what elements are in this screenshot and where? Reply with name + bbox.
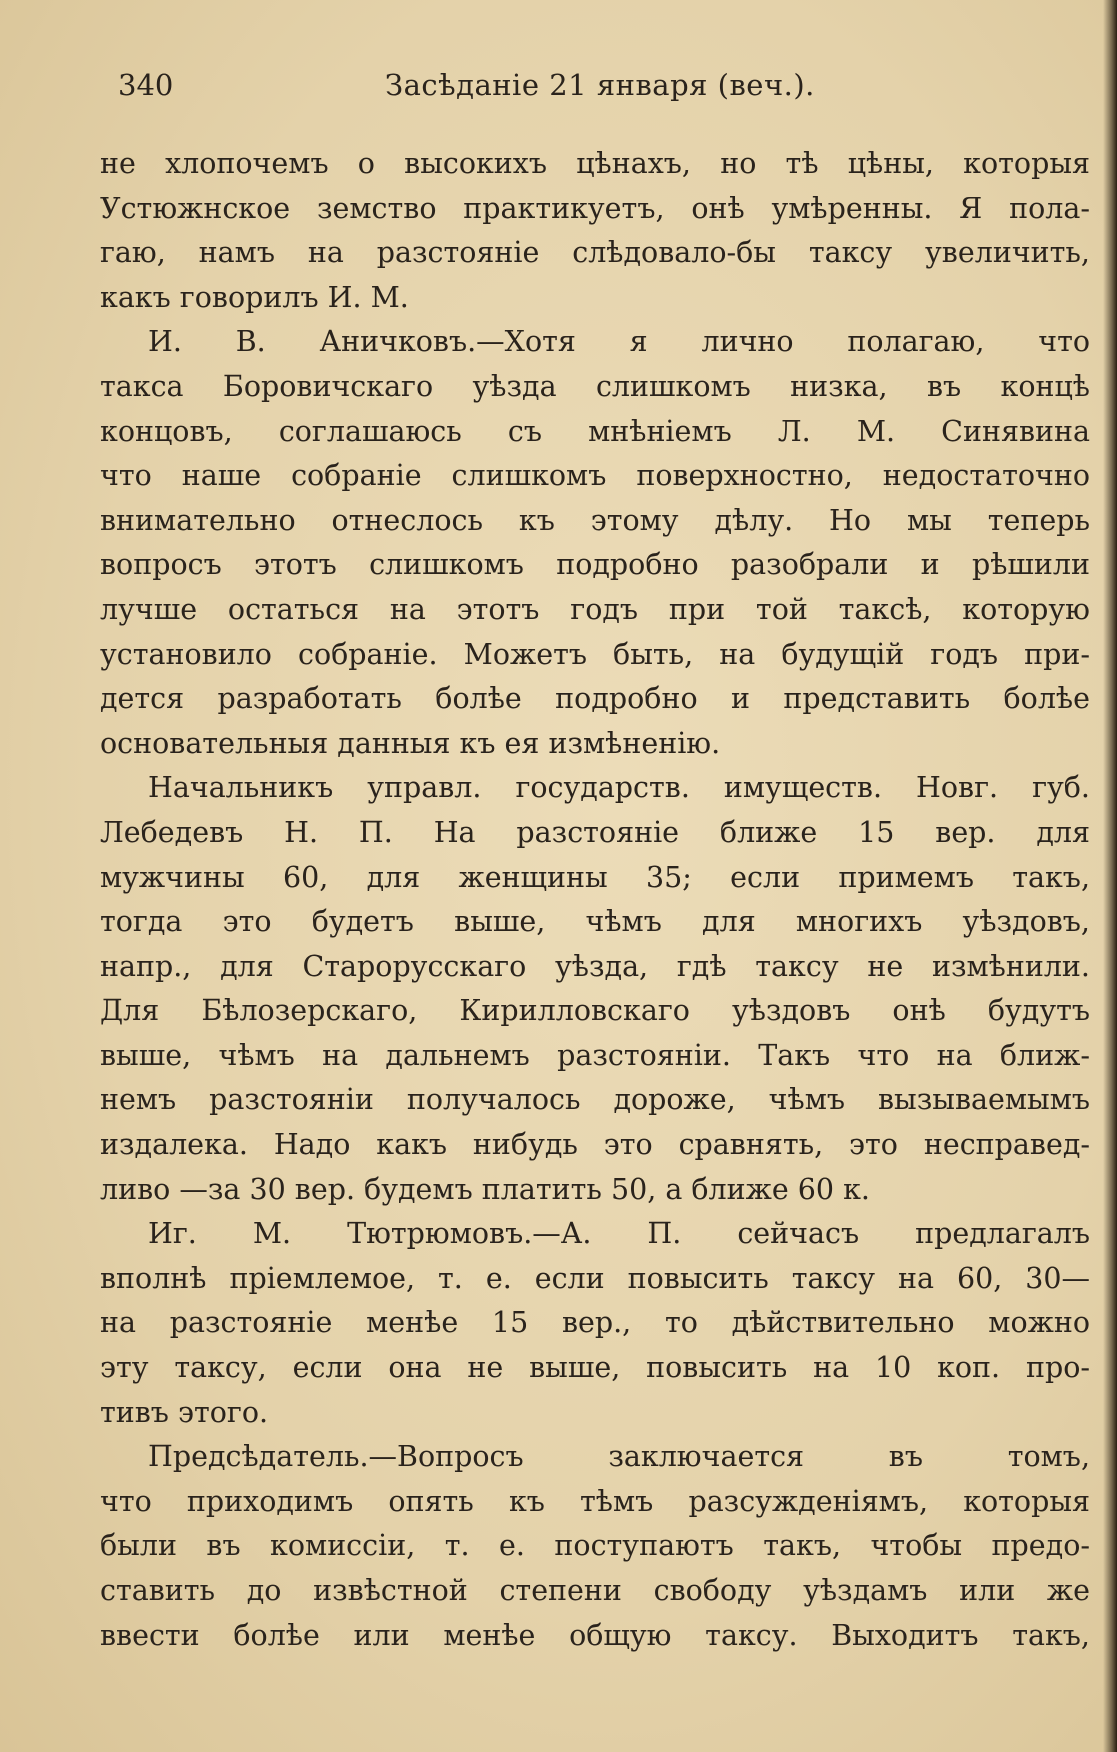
text-line: вполнѣ пріемлемое, т. е. если повысить таксу на 60, 30— xyxy=(100,1261,1090,1295)
text-line: такса Боровичскаго уѣзда слишкомъ низка, въ концѣ xyxy=(100,369,1090,403)
text-line: мужчины 60, для женщины 35; если примемъ такъ, xyxy=(100,860,1090,894)
page-header xyxy=(118,68,1018,118)
text-line: лучше остаться на этотъ годъ при той таксѣ, которую xyxy=(100,592,1090,626)
page-number: 340 xyxy=(118,68,174,102)
text-line: концовъ, соглашаюсь съ мнѣніемъ Л. М. Синявина xyxy=(100,414,1090,448)
text-line: издалека. Надо какъ нибудь это сравнять, это несправед- xyxy=(100,1128,1090,1162)
text-line: ввести болѣе или менѣе общую таксу. Выходитъ такъ, xyxy=(100,1618,1090,1652)
text-line: были въ комиссіи, т. е. поступаютъ такъ, чтобы предо- xyxy=(100,1529,1090,1563)
text-line: выше, чѣмъ на дальнемъ разстояніи. Такъ что на ближ- xyxy=(100,1038,1090,1072)
text-line: ливо —за 30 вер. будемъ платить 50, а ближе 60 к. xyxy=(100,1172,870,1206)
text-line: ставить до извѣстной степени свободу уѣздамъ или же xyxy=(100,1574,1090,1607)
text-line: внимательно отнеслось къ этому дѣлу. Но мы теперь xyxy=(100,503,1090,537)
text-line: дется разработать болѣе подробно и представить болѣе xyxy=(100,682,1090,716)
running-title: Засѣданіе 21 января (веч.). xyxy=(385,68,815,102)
text-line: немъ разстояніи получалось дороже, чѣмъ вызываемымъ xyxy=(100,1083,1090,1117)
page-edge-shadow xyxy=(1103,0,1117,1752)
text-line: основательныя данныя къ ея измѣненію. xyxy=(100,726,721,760)
speaker-line: Начальникъ управл. государств. имуществ. Новг. губ. xyxy=(148,771,1090,805)
text-line: на разстояніе менѣе 15 вер., то дѣйствительно можно xyxy=(100,1306,1090,1340)
speaker-line: И. В. Аничковъ.—Хотя я лично полагаю, что xyxy=(148,325,1090,359)
body-text xyxy=(100,142,1090,1658)
speaker-line: Предсѣдатель.—Вопросъ заключается въ томъ, xyxy=(148,1440,1090,1474)
text-line: Устюжнское земство практикуетъ, онѣ умѣренны. Я пола- xyxy=(100,191,1090,225)
text-line: что наше собраніе слишкомъ поверхностно, недостаточно xyxy=(100,459,1090,493)
text-line: вопросъ этотъ слишкомъ подробно разобрали и рѣшили xyxy=(100,548,1090,582)
text-line: что приходимъ опять къ тѣмъ разсужденіямъ, которыя xyxy=(100,1484,1090,1518)
text-line: какъ говорилъ И. М. xyxy=(100,280,409,314)
text-line: напр., для Старорусскаго уѣзда, гдѣ таксу не измѣнили. xyxy=(100,949,1090,983)
text-line: тивъ этого. xyxy=(100,1395,269,1429)
text-line: установило собраніе. Можетъ быть, на будущій годъ при- xyxy=(100,637,1090,671)
text-line: эту таксу, если она не выше, повысить на 10 коп. про- xyxy=(100,1351,1090,1385)
text-line: Лебедевъ Н. П. На разстояніе ближе 15 вер. для xyxy=(100,815,1090,849)
text-line: тогда это будетъ выше, чѣмъ для многихъ уѣздовъ, xyxy=(100,905,1090,939)
speaker-line: Иг. М. Тютрюмовъ.—А. П. сейчасъ предлагалъ xyxy=(148,1217,1090,1251)
text-line: Для Бѣлозерскаго, Кирилловскаго уѣздовъ онѣ будутъ xyxy=(100,994,1090,1028)
text-line: не хлопочемъ о высокихъ цѣнахъ, но тѣ цѣны, которыя xyxy=(100,147,1090,180)
text-line: гаю, намъ на разстояніе слѣдовало-бы таксу увеличить, xyxy=(100,236,1090,270)
